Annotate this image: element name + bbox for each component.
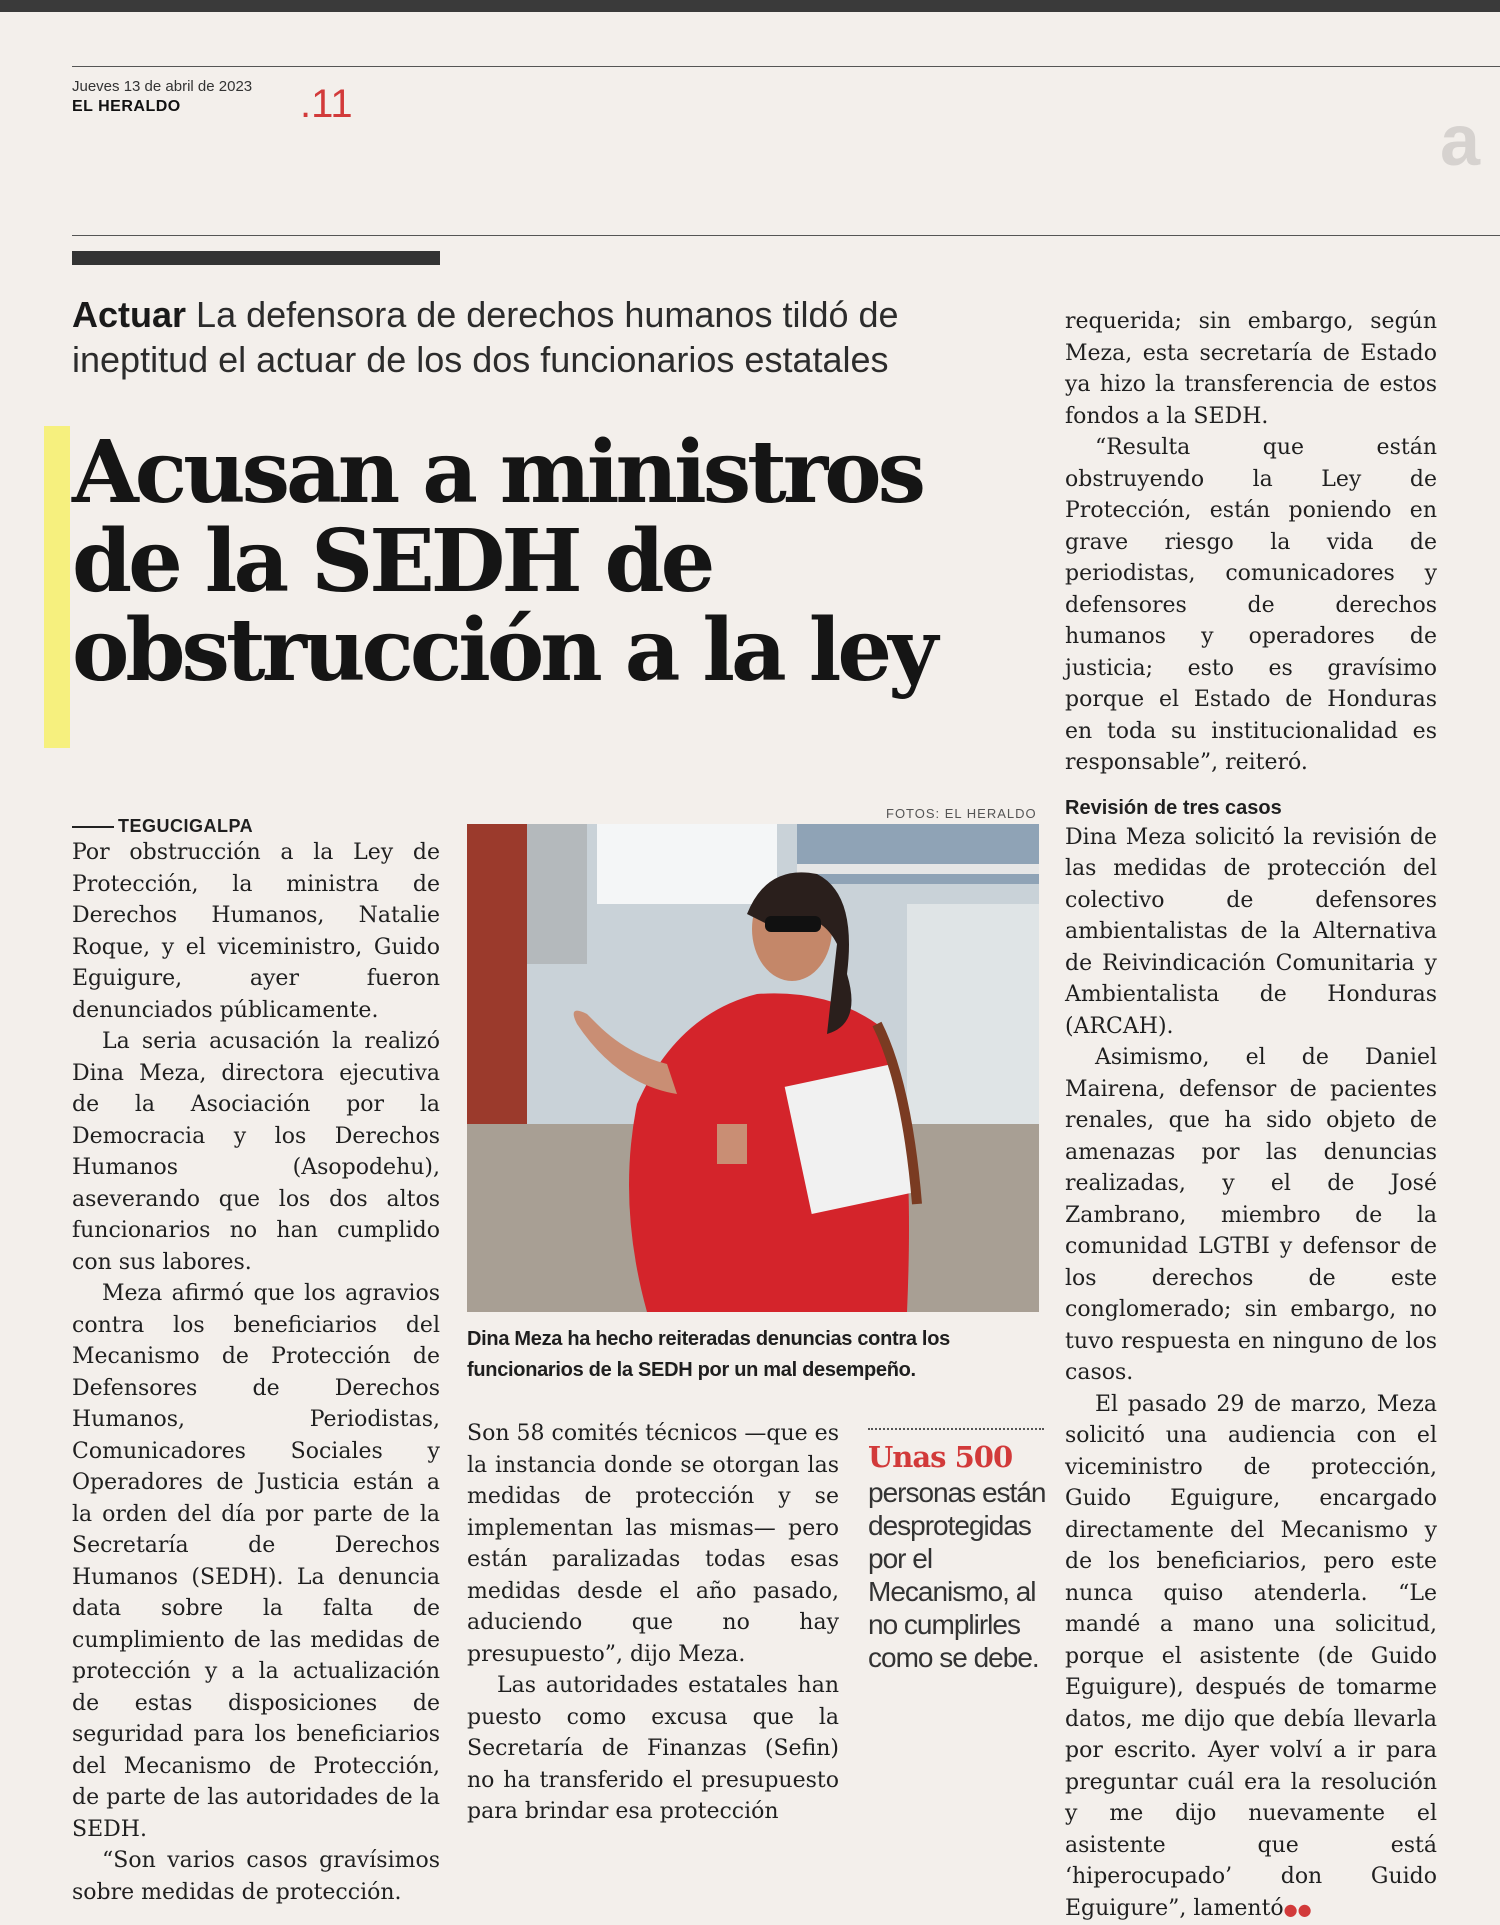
article-column-2 xyxy=(467,1418,839,1828)
paragraph: Meza afirmó que los agravios contra los beneficiarios del Mecanismo de Protección de Defensores de Derechos Humanos, Periodistas, Comunicadores Sociales y Operadores de Justicia están a la orden del día por parte de la Secretaría de Derechos Humanos (SEDH). La denuncia data sobre la falta de cumplimiento de las medidas de protección y a la actualización de estas disposiciones de seguridad para los beneficiarios del Mecanismo de Protección, de parte de las autoridades de la SEDH. xyxy=(72,1278,440,1845)
kicker-lead: Actuar xyxy=(72,294,186,335)
dateline: TEGUCIGALPA xyxy=(72,816,440,837)
photo-caption: Dina Meza ha hecho reiteradas denuncias contra los funcionarios de la SEDH por un mal desempeño. xyxy=(467,1324,1047,1386)
end-mark-icon: ●● xyxy=(1284,1900,1312,1919)
kicker xyxy=(72,292,1032,382)
paragraph: Son 58 comités técnicos —que es la instancia donde se otorgan las medidas de protección y se implementan las mismas— pero están paralizadas todas esas medidas desde el año pasado, aduciendo que no hay presupuesto”, dijo Meza. xyxy=(467,1418,839,1670)
paragraph: Dina Meza solicitó la revisión de las medidas de protección del colectivo de defensores ambientalistas de la Alternativa de Reivindicación Comunitaria y Ambientalista de Honduras (ARCAH). xyxy=(1065,822,1437,1043)
highlighter-mark xyxy=(44,426,70,748)
newspaper-name: EL HERALDO xyxy=(72,98,181,116)
issue-date: Jueves 13 de abril de 2023 xyxy=(72,78,252,95)
article-column-3 xyxy=(1065,306,1437,1925)
headline xyxy=(72,428,1052,695)
photo-credit: FOTOS: EL HERALDO xyxy=(886,806,1037,821)
paragraph: requerida; sin embargo, según Meza, esta secretaría de Estado ya hizo la transferencia de estos fondos a la SEDH. xyxy=(1065,306,1437,432)
paragraph: Por obstrucción a la Ley de Protección, la ministra de Derechos Humanos, Natalie Roque, y el viceministro, Guido Eguigure, ayer fueron denunciados públicamente. xyxy=(72,837,440,1026)
pullquote-body: personas están desprotegidas por el Mecanismo, al no cumplirles como se debe. xyxy=(868,1476,1048,1674)
headline-line-2: de la SEDH de xyxy=(72,517,1052,606)
show-through-text: a xyxy=(1440,100,1480,182)
subheading: Revisión de tres casos xyxy=(1065,797,1437,820)
section-rule xyxy=(72,235,1500,236)
headline-line-3: obstrucción a la ley xyxy=(72,606,1052,695)
paragraph: Asimismo, el de Daniel Mairena, defensor de pacientes renales, que ha sido objeto de amenazas por las denuncias realizadas, y el de José Zambrano, miembro de la comunidad LGTBI y defensor de los derechos de este conglomerado; sin embargo, no tuvo respuesta en ninguno de los casos. xyxy=(1065,1042,1437,1389)
photo-illustration xyxy=(467,824,1039,1312)
scan-top-edge xyxy=(0,0,1500,12)
paragraph: Las autoridades estatales han puesto como excusa que la Secretaría de Finanzas (Sefin) no ha transferido el presupuesto para brindar esa protección xyxy=(467,1670,839,1828)
header-rule-top xyxy=(72,66,1500,67)
article-column-1 xyxy=(72,816,440,1908)
paragraph: La seria acusación la realizó Dina Meza, directora ejecutiva de la Asociación por la Democracia y los Derechos Humanos (Asopodehu), aseverando que los dos altos funcionarios no han cumplido con sus labores. xyxy=(72,1026,440,1278)
pullquote-title: Unas 500 xyxy=(868,1440,1012,1474)
paragraph: “Resulta que están obstruyendo la Ley de Protección, están poniendo en grave riesgo la vida de periodistas, comunicadores y defensores de derechos humanos y operadores de justicia; esto es gravísimo porque el Estado de Honduras en toda su institucionalidad es responsable”, reiteró. xyxy=(1065,432,1437,779)
page-number: .11 xyxy=(300,82,353,127)
section-bar xyxy=(72,251,440,265)
kicker-text: La defensora de derechos humanos tildó de ineptitud el actuar de los dos funcionarios estatales xyxy=(72,294,899,380)
article-photo xyxy=(467,824,1039,1312)
headline-line-1: Acusan a ministros xyxy=(72,428,1052,517)
pullquote-divider xyxy=(868,1428,1044,1430)
paragraph: “Son varios casos gravísimos sobre medidas de protección. xyxy=(72,1845,440,1908)
paragraph: El pasado 29 de marzo, Meza solicitó una audiencia con el viceministro de protección, Guido Eguigure, encargado directamente del Mecanismo y de los beneficiarios, pero este nunca quiso atenderla. “Le mandé a mano una solicitud, porque el asistente (de Guido Eguigure), después de tomarme datos, me dijo que debía llevarla por escrito. Ayer volví a ir para preguntar cuál era la resolución y me dijo nuevamente el asistente que está ‘hiperocupado’ don Guido Eguigure”, lamentó●● xyxy=(1065,1389,1437,1925)
